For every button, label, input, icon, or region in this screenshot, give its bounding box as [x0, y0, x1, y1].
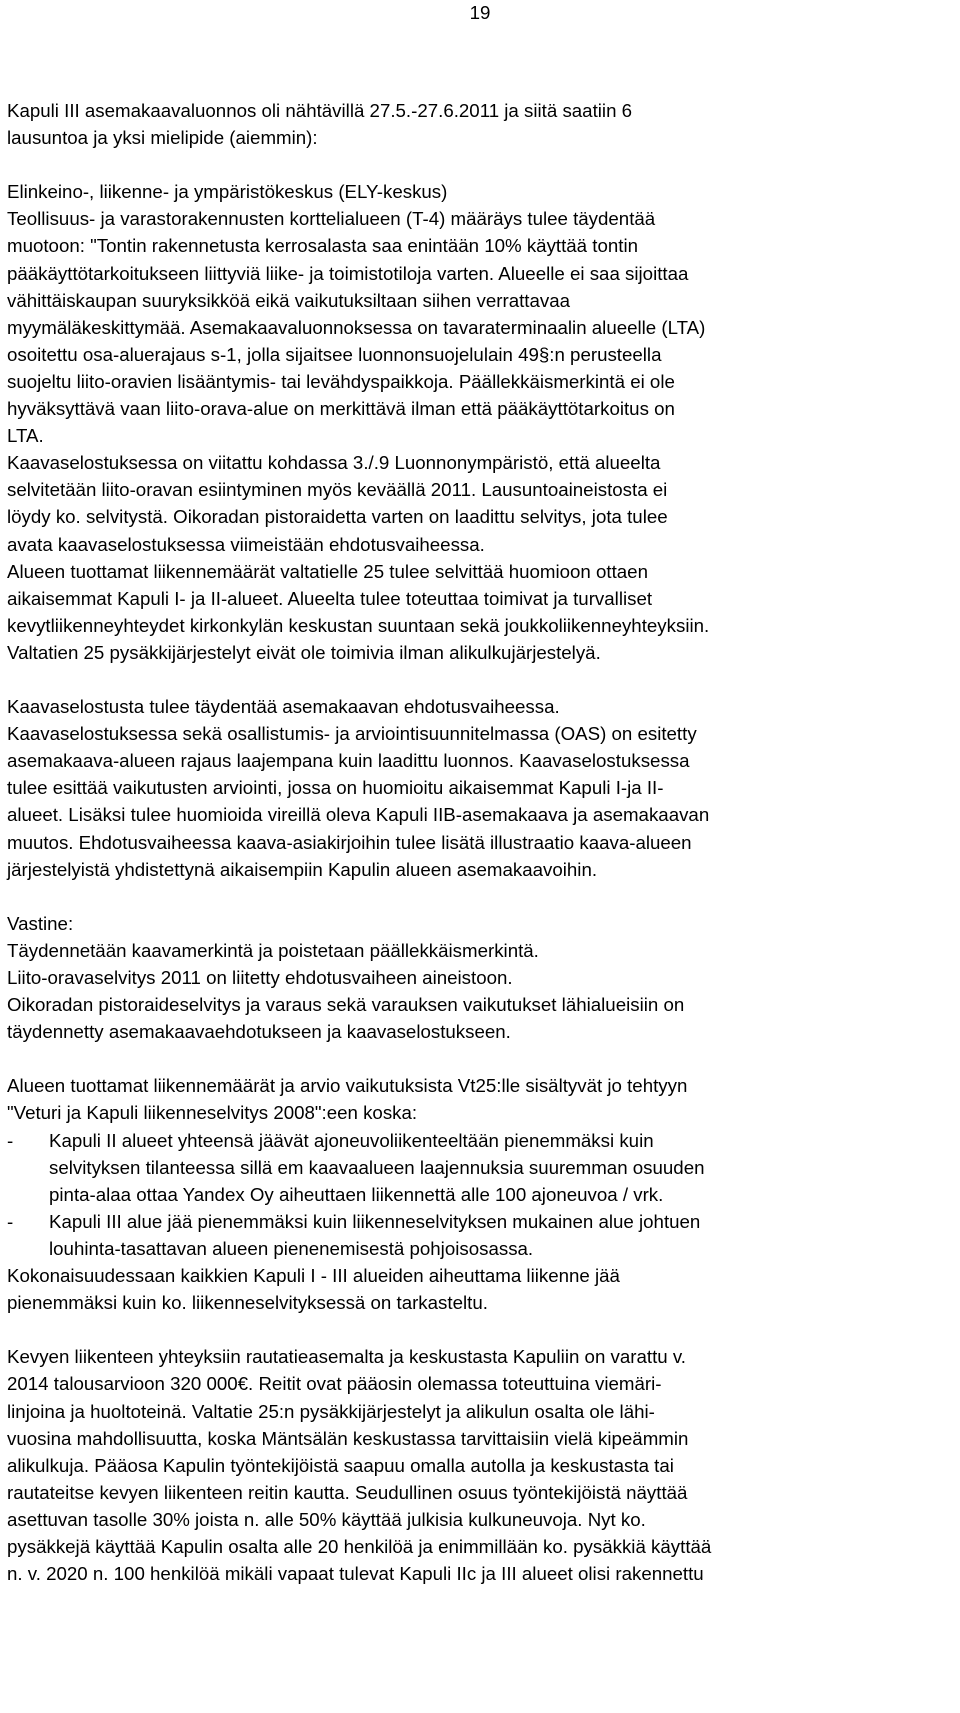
text-line: Teollisuus- ja varastorakennusten korttelialueen (T-4) määräys tulee täydentää: [7, 208, 656, 230]
text-line: tulee esittää vaikutusten arviointi, jossa on huomioitu aikaisemmat Kapuli I-ja II-: [7, 777, 664, 799]
text-line: Kaavaselostusta tulee täydentää asemakaavan ehdotusvaiheessa.: [7, 696, 560, 718]
text-line: pinta-alaa ottaa Yandex Oy aiheuttaen liikennettä alle 100 ajoneuvoa / vrk.: [49, 1183, 664, 1205]
text-line: Alueen tuottamat liikennemäärät valtatielle 25 tulee selvittää huomioon ottaen: [7, 560, 648, 582]
text-line: vuosina mahdollisuutta, koska Mäntsälän keskustassa tarvittaisiin vielä kipeämmin: [7, 1427, 689, 1449]
text-line: louhinta-tasattavan alueen pienenemisestä pohjoisosassa.: [49, 1237, 534, 1259]
paragraph-gap: [7, 151, 953, 178]
paragraph: [7, 910, 953, 1045]
paragraph: [7, 693, 953, 883]
text-line: Liito-oravaselvitys 2011 on liitetty ehdotusvaiheen aineistoon.: [7, 967, 513, 988]
text-line: n. v. 2020 n. 100 henkilöä mikäli vapaat tulevat Kapuli IIc ja III alueet olisi rakennettu: [7, 1563, 704, 1585]
text-line: järjestelyistä yhdistettynä aikaisempiin Kapulin alueen asemakaavoihin.: [7, 858, 598, 880]
text-line: rautateitse kevyen liikenteen reitin kautta. Seudullinen osuus työntekijöistä näyttää: [7, 1481, 688, 1503]
paragraph: [7, 1262, 953, 1316]
dash-list-item: [7, 1208, 953, 1262]
text-line: pysäkkejä käyttää Kapulin osalta alle 20 henkilöä ja enimmillään ko. pysäkkiä käyttää: [7, 1535, 712, 1557]
text-line: alikulkuja. Pääosa Kapulin työntekijöistä saapuu omalla autolla ja keskustasta tai: [7, 1454, 674, 1476]
page-number: 19: [469, 2, 491, 23]
paragraph: [7, 178, 953, 666]
text-line: pääkäyttötarkoitukseen liittyviä liike- ja toimistotiloja varten. Alueelle ei saa sijoittaa: [7, 262, 689, 284]
text-line: Kokonaisuudessaan kaikkien Kapuli I - III alueiden aiheuttama liikenne jää: [7, 1265, 620, 1287]
paragraph-gap: [7, 1045, 953, 1072]
paragraph-gap: [7, 666, 953, 693]
text-line: Täydennetään kaavamerkintä ja poistetaan päällekkäismerkintä.: [7, 939, 539, 961]
text-line: Kapuli III asemakaavaluonnos oli nähtävillä 27.5.-27.6.2011 ja siitä saatiin 6: [7, 100, 633, 121]
text-line: kevytliikenneyhteydet kirkonkylän keskustan suuntaan sekä joukkoliikenneyhteyksiin.: [7, 614, 710, 636]
text-line: avata kaavaselostuksessa viimeistään ehdotusvaiheessa.: [7, 533, 485, 555]
text-line: täydennetty asemakaavaehdotukseen ja kaavaselostukseen.: [7, 1021, 511, 1043]
text-line: 2014 talousarvioon 320 000€. Reitit ovat pääosin olemassa toteuttuina viemäri-: [7, 1373, 662, 1395]
text-line: Oikoradan pistoraideselvitys ja varaus sekä varauksen vaikutukset lähialueisiin on: [7, 994, 685, 1016]
paragraph: [7, 1072, 953, 1126]
text-line: selvitetään liito-oravan esiintyminen myös keväällä 2011. Lausuntoaineistosta ei: [7, 479, 668, 501]
text-line: Alueen tuottamat liikennemäärät ja arvio vaikutuksista Vt25:lle sisältyvät jo tehtyyn: [7, 1075, 688, 1097]
text-line: lausuntoa ja yksi mielipide (aiemmin):: [7, 127, 318, 149]
paragraph: [7, 1343, 953, 1587]
text-line: Valtatien 25 pysäkkijärjestelyt eivät ole toimivia ilman alikulkujärjestelyä.: [7, 641, 601, 663]
paragraph: [7, 97, 953, 151]
document-body: [7, 97, 953, 1587]
text-line: Kaavaselostuksessa on viitattu kohdassa 3./.9 Luonnonympäristö, että alueelta: [7, 452, 661, 474]
dash-list-item: [7, 1127, 953, 1208]
list-dash: -: [7, 1129, 14, 1151]
text-line: pienemmäksi kuin ko. liikenneselvityksessä on tarkasteltu.: [7, 1292, 488, 1314]
paragraph-gap: [7, 883, 953, 910]
text-line: löydy ko. selvitystä. Oikoradan pistoraidetta varten on laadittu selvitys, jota tulee: [7, 506, 668, 528]
text-line: aikaisemmat Kapuli I- ja II-alueet. Alueelta tulee toteuttaa toimivat ja turvalliset: [7, 587, 653, 609]
text-line: selvityksen tilanteessa sillä em kaavaalueen laajennuksia suuremman osuuden: [49, 1156, 705, 1178]
text-line: muotoon: "Tontin rakennetusta kerrosalasta saa enintään 10% käyttää tontin: [7, 235, 638, 257]
text-line: LTA.: [7, 425, 44, 447]
text-line: asettuvan tasolle 30% joista n. alle 50% käyttää julkisia kulkuneuvoja. Nyt ko.: [7, 1508, 646, 1530]
text-line: alueet. Lisäksi tulee huomioida vireillä oleva Kapuli IIB-asemakaava ja asemakaavan: [7, 804, 710, 826]
list-dash: -: [7, 1210, 14, 1232]
text-line: Kapuli III alue jää pienemmäksi kuin liikenneselvityksen mukainen alue johtuen: [49, 1210, 701, 1232]
text-line: suojeltu liito-oravien lisääntymis- tai levähdyspaikkoja. Päällekkäismerkintä ei ole: [7, 370, 675, 392]
text-line: asemakaava-alueen rajaus laajempana kuin laadittu luonnos. Kaavaselostuksessa: [7, 750, 690, 772]
text-line: Kevyen liikenteen yhteyksiin rautatieasemalta ja keskustasta Kapuliin on varattu v.: [7, 1346, 686, 1368]
text-line: myymäläkeskittymää. Asemakaavaluonnoksessa on tavaraterminaalin alueelle (LTA): [7, 316, 706, 338]
text-line: muutos. Ehdotusvaiheessa kaava-asiakirjoihin tulee lisätä illustraatio kaava-alueen: [7, 831, 692, 853]
text-line: Kapuli II alueet yhteensä jäävät ajoneuvoliikenteeltään pienemmäksi kuin: [49, 1129, 654, 1151]
paragraph-gap: [7, 1316, 953, 1343]
text-line: hyväksyttävä vaan liito-orava-alue on merkittävä ilman että pääkäyttötarkoitus on: [7, 398, 675, 420]
text-line: linjoina ja huoltoteinä. Valtatie 25:n pysäkkijärjestelyt ja alikulun osalta ole lähi-: [7, 1400, 655, 1422]
text-line: Kaavaselostuksessa sekä osallistumis- ja arviointisuunnitelmassa (OAS) on esitetty: [7, 723, 697, 745]
text-line: Elinkeino-, liikenne- ja ympäristökeskus (ELY-keskus): [7, 181, 448, 203]
text-line: Vastine:: [7, 912, 74, 934]
text-line: vähittäiskaupan suuryksikköä eikä vaikutuksiltaan siihen verrattavaa: [7, 289, 570, 311]
text-line: "Veturi ja Kapuli liikenneselvitys 2008":een koska:: [7, 1102, 418, 1124]
text-line: osoitettu osa-aluerajaus s-1, jolla sijaitsee luonnonsuojelulain 49§:n perusteella: [7, 343, 662, 365]
